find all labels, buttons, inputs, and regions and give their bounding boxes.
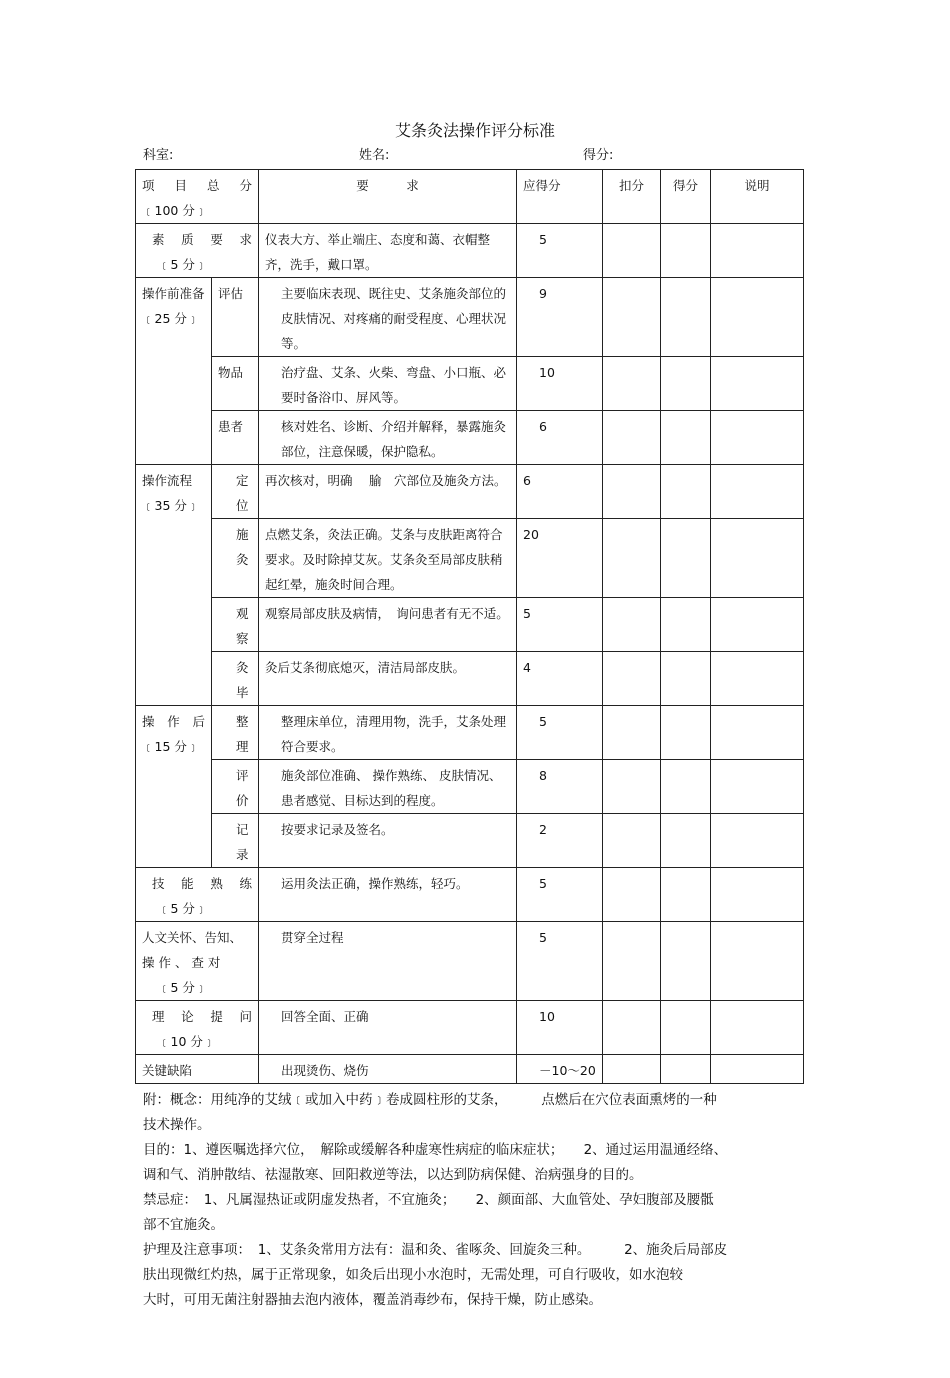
points-cell: －10～20: [517, 1055, 603, 1084]
points-cell: 8: [517, 760, 603, 814]
table-body: [136, 224, 804, 1084]
category-label: 技 能 熟 练: [152, 876, 252, 891]
remark-cell: [711, 814, 804, 868]
requirement-cell: 观察局部皮肤及病情， 询问患者有无不适。: [259, 598, 517, 652]
table-row: [136, 598, 804, 652]
deduct-cell: [603, 598, 661, 652]
sub-item-cell: 患者: [212, 411, 259, 465]
deduct-cell: [603, 814, 661, 868]
header-item: [136, 170, 259, 224]
sub-item-label: 定位: [236, 473, 249, 513]
note-line: 部不宜施灸。: [143, 1217, 224, 1233]
category-cell: [136, 706, 212, 868]
page-title: 艾条灸法操作评分标准: [394, 121, 555, 140]
dept-label: 科室:: [143, 148, 174, 163]
points-cell: 5: [517, 922, 603, 1001]
deduct-cell: [603, 224, 661, 278]
table-row: [136, 1055, 804, 1084]
table-row: [136, 519, 804, 598]
category-cell: [136, 922, 259, 1001]
note-line: 禁忌症： 1、凡属湿热证或阴虚发热者，不宜施灸； 2、颜面部、大血管处、孕妇腹部及腰骶: [143, 1192, 714, 1208]
remark-cell: [711, 357, 804, 411]
points-cell: 6: [517, 411, 603, 465]
score-cell: [661, 760, 711, 814]
category-points: ﹝5 分﹞: [158, 901, 208, 916]
sub-item-cell: [212, 652, 259, 706]
deduct-cell: [603, 760, 661, 814]
note-line: 肤出现微红灼热，属于正常现象，如灸后出现小水泡时，无需处理，可自行吸收，如水泡较: [143, 1267, 683, 1283]
category-cell: [136, 278, 212, 465]
score-cell: [661, 357, 711, 411]
requirement-cell: 整理床单位，清理用物，洗手，艾条处理符合要求。: [259, 706, 517, 760]
deduct-cell: [603, 652, 661, 706]
deduct-cell: [603, 922, 661, 1001]
deduct-cell: [603, 411, 661, 465]
table-row: [136, 652, 804, 706]
table-row: [136, 1001, 804, 1055]
table-row: [136, 760, 804, 814]
document-body: [135, 169, 815, 1313]
remark-cell: [711, 760, 804, 814]
remark-cell: [711, 652, 804, 706]
table-row: [136, 922, 804, 1001]
requirement-cell: 仪表大方、举止端庄、态度和蔼、衣帽整齐，洗手，戴口罩。: [259, 224, 517, 278]
score-cell: [661, 519, 711, 598]
points-cell: 4: [517, 652, 603, 706]
sub-item-label: 记录: [236, 822, 249, 862]
score-cell: [661, 1001, 711, 1055]
category-label: 素 质 要 求: [152, 232, 252, 247]
requirement-cell: 主要临床表现、既往史、艾条施灸部位的皮肤情况、对疼痛的耐受程度、心理状况等。: [259, 278, 517, 357]
remark-cell: [711, 922, 804, 1001]
category-points: ﹝25 分﹞: [142, 311, 200, 326]
note-line: 附：概念：用纯净的艾绒﹝或加入中药﹞卷成圆柱形的艾条， 点燃后在穴位表面熏烤的一种: [143, 1092, 717, 1108]
score-cell: [661, 465, 711, 519]
points-cell: 10: [517, 357, 603, 411]
header-req: 要 求: [259, 170, 517, 224]
requirement-cell: 核对姓名、诊断、介绍并解释，暴露施灸部位，注意保暖，保护隐私。: [259, 411, 517, 465]
score-cell: [661, 411, 711, 465]
note-line: 调和气、消肿散结、祛湿散寒、回阳救逆等法，以达到防病保健、治病强身的目的。: [143, 1167, 643, 1183]
requirement-cell: 贯穿全过程: [259, 922, 517, 1001]
scoring-table: [135, 169, 804, 1084]
remark-cell: [711, 1055, 804, 1084]
remark-cell: [711, 278, 804, 357]
sub-item-cell: [212, 465, 259, 519]
deduct-cell: [603, 1055, 661, 1084]
points-cell: 20: [517, 519, 603, 598]
score-cell: [661, 652, 711, 706]
score-cell: [661, 1055, 711, 1084]
deduct-cell: [603, 1001, 661, 1055]
score-cell: [661, 868, 711, 922]
score-cell: [661, 598, 711, 652]
table-row: [136, 357, 804, 411]
category-cell: [136, 868, 259, 922]
header-deduct: 扣分: [603, 170, 661, 224]
note-line: 目的：1、遵医嘱选择穴位， 解除或缓解各种虚寒性病症的临床症状； 2、通过运用温通经络、: [143, 1142, 728, 1158]
sub-item-cell: [212, 598, 259, 652]
requirement-cell: 灸后艾条彻底熄灭，清洁局部皮肤。: [259, 652, 517, 706]
category-points: ﹝5 分﹞: [158, 257, 208, 272]
notes-section: [135, 1088, 813, 1313]
table-row: [136, 224, 804, 278]
table-row: [136, 411, 804, 465]
sub-item-cell: [212, 814, 259, 868]
table-row: [136, 868, 804, 922]
points-cell: 5: [517, 868, 603, 922]
header-item-label: 项 目 总 分: [142, 178, 252, 193]
name-label: 姓名:: [359, 148, 390, 163]
score-label: 得分:: [583, 148, 614, 163]
deduct-cell: [603, 465, 661, 519]
points-cell: 2: [517, 814, 603, 868]
table-row: [136, 278, 804, 357]
remark-cell: [711, 598, 804, 652]
sub-item-cell: 评估: [212, 278, 259, 357]
sub-item-cell: [212, 706, 259, 760]
category-label: 操作前准备: [142, 286, 205, 301]
category-points: ﹝15 分﹞: [142, 739, 200, 754]
points-cell: 10: [517, 1001, 603, 1055]
deduct-cell: [603, 868, 661, 922]
points-cell: 5: [517, 224, 603, 278]
score-cell: [661, 706, 711, 760]
category-cell: [136, 1055, 259, 1084]
table-row: [136, 465, 804, 519]
points-cell: 5: [517, 598, 603, 652]
table-row: [136, 814, 804, 868]
table-header: [136, 170, 804, 224]
score-cell: [661, 224, 711, 278]
category-points: ﹝10 分﹞: [158, 1034, 216, 1049]
note-line: 护理及注意事项： 1、艾条灸常用方法有：温和灸、雀啄灸、回旋灸三种。 2、施灸后局部皮: [143, 1242, 728, 1258]
score-cell: [661, 278, 711, 357]
category-label: 操作流程: [142, 473, 193, 488]
category-label: 关键缺陷: [142, 1063, 193, 1078]
sub-item-cell: [212, 760, 259, 814]
score-cell: [661, 814, 711, 868]
header-due: 应得分: [517, 170, 603, 224]
note-line: 大时，可用无菌注射器抽去泡内液体，覆盖消毒纱布，保持干燥，防止感染。: [143, 1292, 602, 1308]
table-row: [136, 706, 804, 760]
category-points: ﹝35 分﹞: [142, 498, 200, 513]
score-cell: [661, 922, 711, 1001]
header-item-total: ﹝100 分﹞: [142, 203, 208, 218]
deduct-cell: [603, 278, 661, 357]
remark-cell: [711, 1001, 804, 1055]
requirement-cell: 按要求记录及签名。: [259, 814, 517, 868]
sub-item-label: 施灸: [236, 527, 249, 567]
category-cell: [136, 1001, 259, 1055]
category-label: 理 论 提 问: [152, 1009, 252, 1024]
note-line: 技术操作。: [143, 1117, 211, 1133]
requirement-cell: 运用灸法正确，操作熟练，轻巧。: [259, 868, 517, 922]
remark-cell: [711, 868, 804, 922]
remark-cell: [711, 411, 804, 465]
requirement-cell: 再次核对，明确 腧 穴部位及施灸方法。: [259, 465, 517, 519]
requirement-cell: 回答全面、正确: [259, 1001, 517, 1055]
deduct-cell: [603, 519, 661, 598]
category-label: 操 作 后: [142, 714, 205, 729]
header-note: 说明: [711, 170, 804, 224]
points-cell: 9: [517, 278, 603, 357]
deduct-cell: [603, 357, 661, 411]
sub-item-label: 评价: [236, 768, 249, 808]
category-cell: [136, 465, 212, 706]
sub-item-label: 整理: [236, 714, 249, 754]
sub-item-label: 观察: [236, 606, 249, 646]
category-points: ﹝5 分﹞: [158, 980, 208, 995]
remark-cell: [711, 706, 804, 760]
header-got: 得分: [661, 170, 711, 224]
requirement-cell: 点燃艾条，灸法正确。艾条与皮肤距离符合要求。及时除掉艾灰。艾条灸至局部皮肤稍起红晕，施灸时间合理。: [259, 519, 517, 598]
remark-cell: [711, 224, 804, 278]
sub-item-cell: 物品: [212, 357, 259, 411]
points-cell: 5: [517, 706, 603, 760]
requirement-cell: 出现烫伤、烧伤: [259, 1055, 517, 1084]
points-cell: 6: [517, 465, 603, 519]
category-label: 人文关怀、告知、操 作 、 查 对: [142, 930, 243, 970]
requirement-cell: 治疗盘、艾条、火柴、弯盘、小口瓶、必要时备浴巾、屏风等。: [259, 357, 517, 411]
requirement-cell: 施灸部位准确、 操作熟练、 皮肤情况、患者感觉、目标达到的程度。: [259, 760, 517, 814]
remark-cell: [711, 465, 804, 519]
remark-cell: [711, 519, 804, 598]
sub-item-cell: [212, 519, 259, 598]
category-cell: [136, 224, 259, 278]
sub-item-label: 灸毕: [236, 660, 249, 700]
deduct-cell: [603, 706, 661, 760]
